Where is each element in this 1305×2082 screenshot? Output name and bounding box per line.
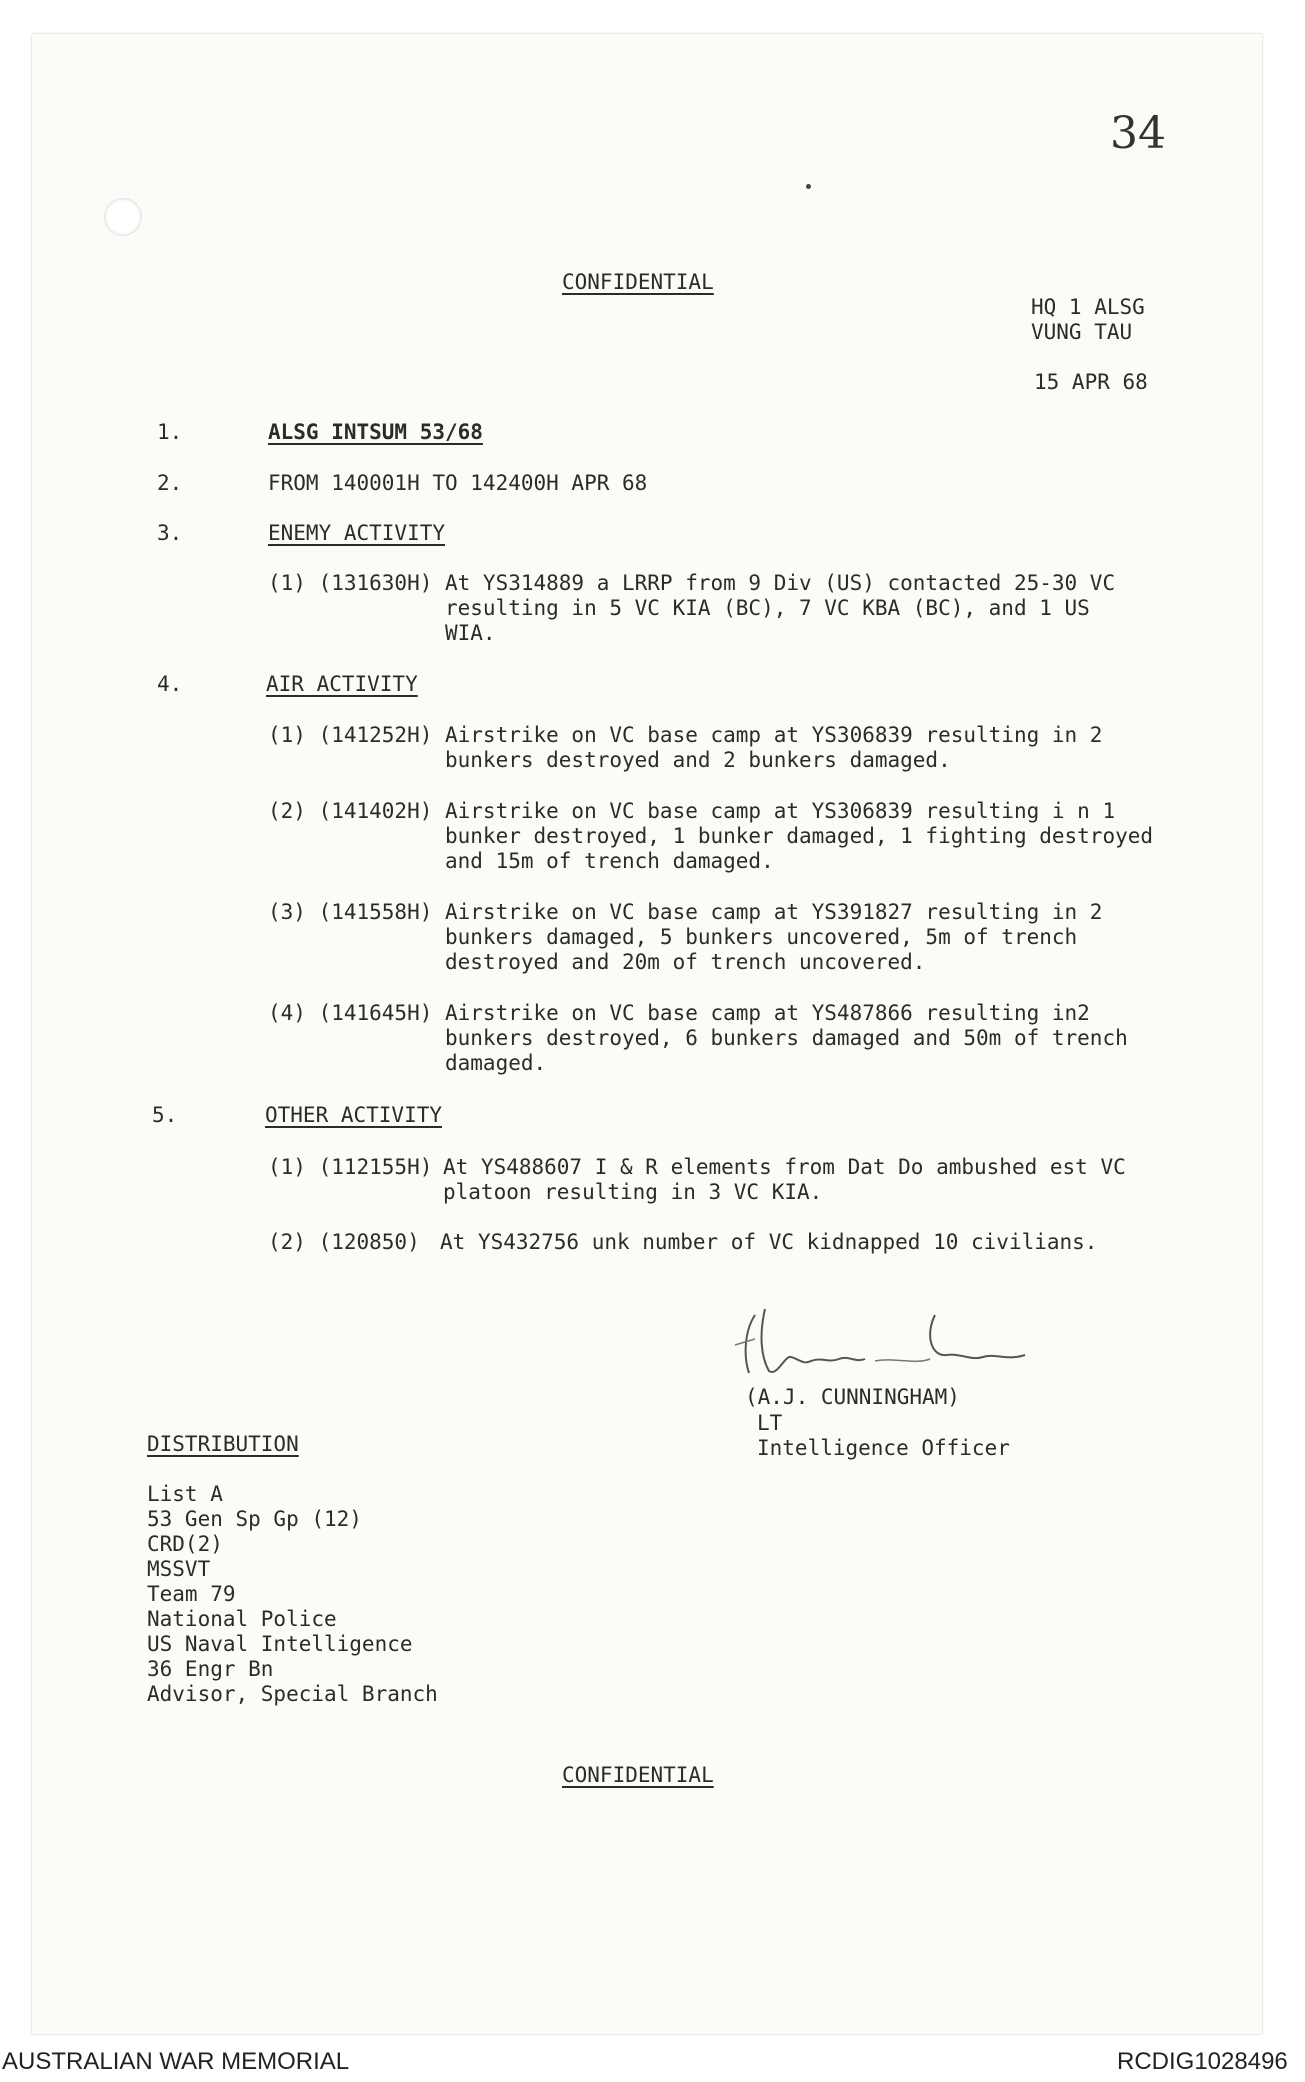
distribution-heading: DISTRIBUTION bbox=[147, 1432, 299, 1456]
archive-id: RCDIG1028496 bbox=[1117, 2048, 1288, 2075]
section-heading-enemy-activity: ENEMY ACTIVITY bbox=[268, 521, 446, 545]
item-text: Airstrike on VC base camp at YS487866 resulting in2 bunkers destroyed, 6 bunkers damaged and 50m of trench damaged. bbox=[445, 1001, 1128, 1075]
classification-header: CONFIDENTIAL bbox=[562, 270, 714, 294]
signatory-rank: LT bbox=[757, 1411, 783, 1435]
section-number: 5. bbox=[152, 1103, 178, 1127]
item-text: At YS432756 unk number of VC kidnapped 10 civilians. bbox=[440, 1230, 1098, 1254]
section-heading-air-activity: AIR ACTIVITY bbox=[266, 672, 418, 696]
item-text: At YS488607 I & R elements from Dat Do ambushed est VC platoon resulting in 3 VC KIA. bbox=[443, 1155, 1126, 1204]
distribution-item: Team 79 bbox=[147, 1582, 236, 1606]
item-ref: (1) (112155H) bbox=[268, 1155, 433, 1179]
intsum-title: ALSG INTSUM 53/68 bbox=[268, 420, 483, 444]
handwritten-page-number: 34 bbox=[1110, 108, 1166, 159]
signature-scribble bbox=[725, 1295, 1055, 1385]
section-number: 1. bbox=[157, 420, 183, 444]
signatory-title: Intelligence Officer bbox=[757, 1436, 1010, 1460]
archive-source: AUSTRALIAN WAR MEMORIAL bbox=[2, 2048, 350, 2075]
section-number: 2. bbox=[157, 471, 183, 495]
item-text: Airstrike on VC base camp at YS306839 resulting i n 1 bunker destroyed, 1 bunker damaged, 1 fighting destroyed and 15m of trench damaged. bbox=[445, 799, 1154, 873]
item-ref: (1) (141252H) bbox=[268, 723, 433, 747]
distribution-item: CRD(2) bbox=[147, 1532, 223, 1556]
punch-hole bbox=[104, 198, 142, 236]
unit-line2: VUNG TAU bbox=[1031, 320, 1133, 344]
classification-footer: CONFIDENTIAL bbox=[562, 1763, 714, 1787]
distribution-item: Advisor, Special Branch bbox=[147, 1682, 438, 1706]
ink-dot bbox=[806, 184, 811, 189]
item-ref: (2) (141402H) bbox=[268, 799, 433, 823]
distribution-item: National Police bbox=[147, 1607, 337, 1631]
section-number: 4. bbox=[157, 672, 183, 696]
document-date: 15 APR 68 bbox=[1034, 370, 1148, 394]
distribution-item: MSSVT bbox=[147, 1557, 211, 1581]
item-text: Airstrike on VC base camp at YS306839 resulting in 2 bunkers destroyed and 2 bunkers damaged. bbox=[445, 723, 1103, 772]
period-text: FROM 140001H TO 142400H APR 68 bbox=[268, 471, 648, 495]
distribution-item: List A bbox=[147, 1482, 223, 1506]
item-ref: (2) (120850) bbox=[268, 1230, 420, 1254]
distribution-item: 36 Engr Bn bbox=[147, 1657, 274, 1681]
distribution-item: 53 Gen Sp Gp (12) bbox=[147, 1507, 362, 1531]
section-heading-other-activity: OTHER ACTIVITY bbox=[265, 1103, 443, 1127]
item-text: Airstrike on VC base camp at YS391827 resulting in 2 bunkers damaged, 5 bunkers uncovered, 5m of trench destroyed and 20m of trench uncovered. bbox=[445, 900, 1103, 974]
unit-line1: HQ 1 ALSG bbox=[1031, 295, 1145, 319]
distribution-list bbox=[147, 1482, 438, 1707]
item-ref: (4) (141645H) bbox=[268, 1001, 433, 1025]
section-number: 3. bbox=[157, 521, 183, 545]
signatory-name: (A.J. CUNNINGHAM) bbox=[745, 1385, 960, 1409]
item-text: At YS314889 a LRRP from 9 Div (US) contacted 25-30 VC resulting in 5 VC KIA (BC), 7 VC KBA (BC), and 1 US WIA. bbox=[445, 571, 1116, 645]
distribution-item: US Naval Intelligence bbox=[147, 1632, 413, 1656]
item-ref: (1) (131630H) bbox=[268, 571, 433, 595]
item-ref: (3) (141558H) bbox=[268, 900, 433, 924]
